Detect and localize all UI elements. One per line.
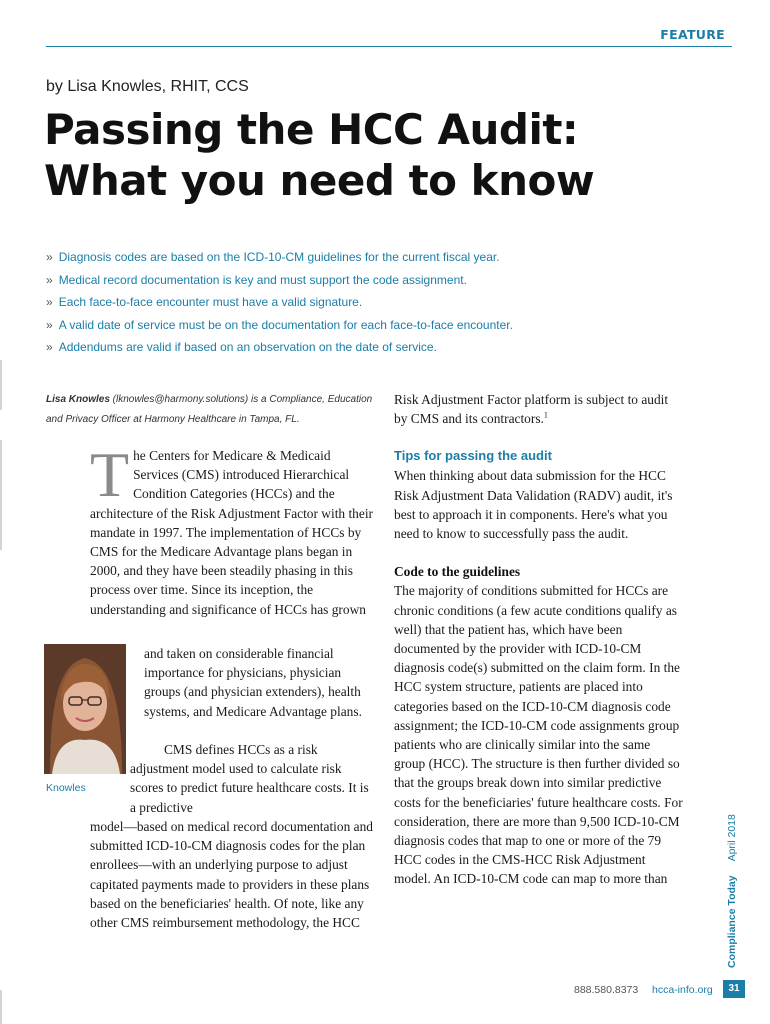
article-title <box>44 104 684 206</box>
chevron-right-icon: » <box>46 295 53 309</box>
footer-website[interactable]: hcca-info.org <box>652 984 713 996</box>
body-paragraph: When thinking about data submission for the HCC Risk Adjustment Data Validation (RADV) audit, it's best to approach it in components. Here's what you need to know to successfully pass the audit. <box>394 468 673 542</box>
key-point: » Addendums are valid if based on an observation on the date of service. <box>46 340 437 354</box>
page-edge-mark <box>0 990 2 1024</box>
chevron-right-icon: » <box>46 340 53 354</box>
chevron-right-icon: » <box>46 272 53 287</box>
author-photo <box>44 644 126 774</box>
magazine-name: Compliance Today <box>726 875 738 968</box>
body-paragraph: The majority of conditions submitted for HCCs are chronic conditions (a few acute conditions qualify as well) that the patient has, which have been documented by the provider with ICD-10-CM diagnosis code(s) submitted on the claim form. In the HCC system structure, patients are placed into categories based on the ICD-10-CM diagnosis code assignment; the ICD-10-CM code assignments group patients who are clinically similar into the same group (HCC). The structure is then further divided so that the groups break down into similar predictive costs for the beneficiaries' future healthcare costs. For consideration, there are more than 9,500 ICD-10-CM diagnosis codes that map to one or more of the 79 HCC codes in the CMS-HCC Risk Adjustment model. An ICD-10-CM code can map to more than <box>394 583 683 887</box>
page-edge-mark <box>0 360 2 410</box>
key-point: » A valid date of service must be on the documentation for each face-to-face encounter. <box>46 317 513 332</box>
body-left-bottom <box>90 817 377 932</box>
chevron-right-icon: » <box>46 250 53 264</box>
body-paragraph: CMS defines HCCs as a risk adjustment model used to calculate risk scores to predict future healthcare costs. It is a predictive <box>130 742 369 815</box>
key-point: » Diagnosis codes are based on the ICD-10-CM guidelines for the current fiscal year. <box>46 250 500 264</box>
chevron-right-icon: » <box>46 317 53 332</box>
photo-caption: Knowles <box>46 782 86 794</box>
author-bio <box>46 390 386 430</box>
title-line-2: What you need to know <box>44 156 595 205</box>
author-name: Lisa Knowles <box>46 394 110 405</box>
header-rule <box>46 46 732 47</box>
body-left-top <box>90 439 377 619</box>
body-paragraph: and taken on considerable financial importance for physicians, physician groups (and physician extenders), health systems, and Medicare Advantage plans. <box>144 646 362 719</box>
body-paragraph: he Centers for Medicare & Medicaid Services (CMS) introduced Hierarchical Condition Categories (HCCs) and the architecture of the Risk Adjustment Factor with their mandate in 1997. The implementation of HCCs by CMS for the Medicare Advantage plans began in 2000, and they have been steadily phasing in this process over time. Since its inception, the understanding and significance of HCCs has grown <box>90 448 373 617</box>
author-bio-text: (lknowles@harmony.solutions) is a Compliance, Education and Privacy Officer at Harmony Healthcare in Tampa, FL. <box>46 394 373 425</box>
key-points-list <box>46 246 736 359</box>
page-number: 31 <box>723 980 745 998</box>
footer-phone: 888.580.8373 <box>574 984 639 996</box>
body-paragraph: Risk Adjustment Factor platform is subject to audit by CMS and its contractors.$^1$ <box>394 392 669 427</box>
footnote-ref: 1 <box>543 410 548 420</box>
title-line-1: Passing the HCC Audit: <box>44 105 579 154</box>
body-left-middle-2 <box>130 740 377 817</box>
key-point: » Medical record documentation is key and must support the code assignment. <box>46 272 467 287</box>
section-tag: FEATURE <box>660 27 725 42</box>
page-edge-mark <box>0 440 2 550</box>
side-label <box>726 808 738 968</box>
body-left-middle <box>144 644 377 721</box>
body-paragraph: model—based on medical record documentation and submitted ICD-10-CM diagnosis codes for the plan enrollees—with an underlying purpose to adjust capitated payments made to providers in these plans based on the beneficiaries' health. Of note, like any other CMS reimbursement methodology, the HCC <box>90 819 373 931</box>
tips-heading: Tips for passing the audit <box>394 448 552 464</box>
byline: by Lisa Knowles, RHIT, CCS <box>46 78 249 95</box>
drop-cap: T <box>90 439 130 510</box>
code-heading: Code to the guidelines <box>394 564 521 580</box>
key-point: » Each face-to-face encounter must have a valid signature. <box>46 295 363 309</box>
issue-date: April 2018 <box>726 814 738 862</box>
body-right <box>394 390 684 889</box>
